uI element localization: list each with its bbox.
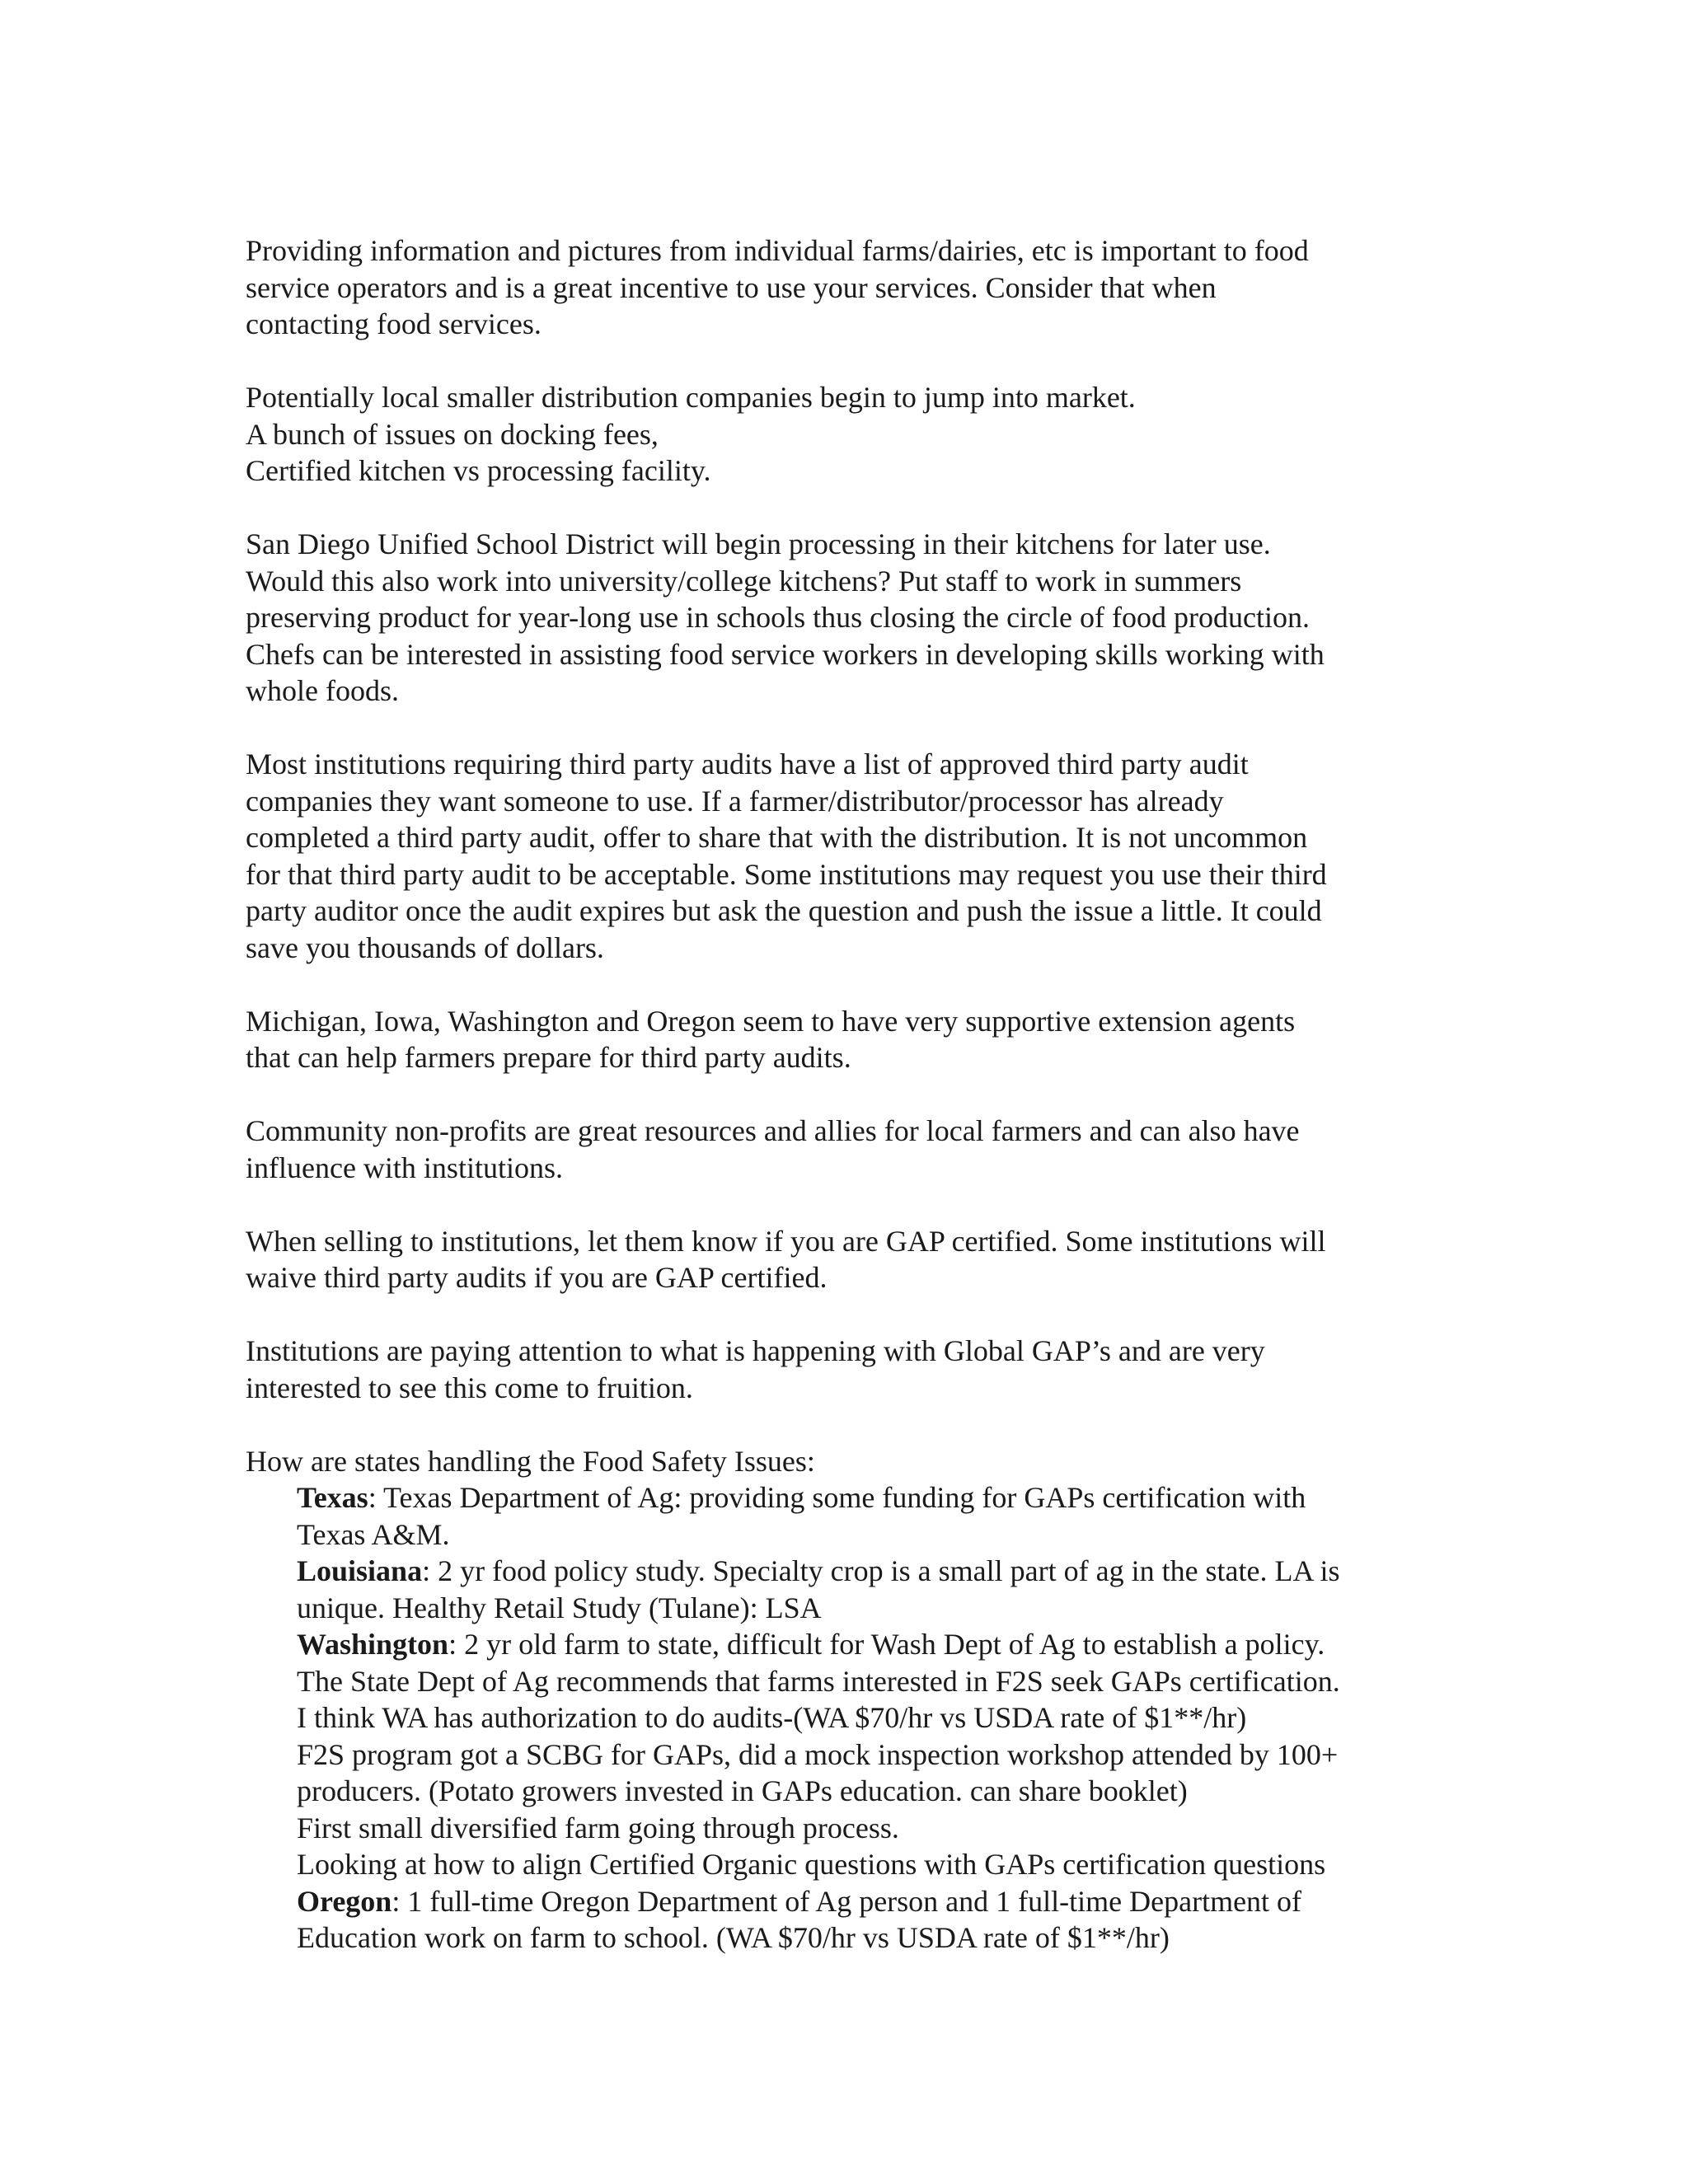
paragraph-food-service-info <box>246 232 1449 343</box>
paragraph-gap-certified <box>246 1223 1449 1296</box>
state-first-line <box>297 1626 1449 1663</box>
text-line: for that third party audit to be acceptable. Some institutions may request you use their third <box>246 857 1327 891</box>
text-line: that can help farmers prepare for third party audits. <box>246 1041 851 1074</box>
text-line: whole foods. <box>246 674 399 707</box>
paragraph-distribution-companies <box>246 379 1449 490</box>
text-line: party auditor once the audit expires but ask the question and push the issue a little. It could <box>246 894 1322 927</box>
paragraph-global-gap <box>246 1333 1449 1406</box>
state-name: Texas <box>297 1481 368 1514</box>
text-line: Certified kitchen vs processing facility. <box>246 454 711 487</box>
text-line: influence with institutions. <box>246 1151 563 1184</box>
document-page <box>246 232 1449 1957</box>
text-line: Education work on farm to school. (WA $70/hr vs USDA rate of $1**/hr) <box>297 1921 1170 1954</box>
text-line: waive third party audits if you are GAP certified. <box>246 1261 828 1294</box>
text-line: Institutions are paying attention to what is happening with Global GAP’s and are very <box>246 1334 1265 1367</box>
text-line: Potentially local smaller distribution companies begin to jump into market. <box>246 381 1136 414</box>
text-line: Looking at how to align Certified Organic questions with GAPs certification questions <box>297 1848 1326 1881</box>
text-line: Most institutions requiring third party audits have a list of approved third party audit <box>246 748 1249 780</box>
text-line: First small diversified farm going through process. <box>297 1811 899 1844</box>
state-first-line <box>297 1883 1449 1920</box>
text-line: preserving product for year-long use in schools thus closing the circle of food production. <box>246 601 1310 634</box>
paragraph-community-non-profits <box>246 1113 1449 1186</box>
text-line: F2S program got a SCBG for GAPs, did a mock inspection workshop attended by 100+ <box>297 1737 1339 1771</box>
state-entry-oregon <box>246 1883 1449 1957</box>
state-description: : 2 yr old farm to state, difficult for Wash Dept of Ag to establish a policy. <box>448 1628 1325 1661</box>
state-entry-louisiana <box>246 1553 1449 1626</box>
paragraph-extension-agents <box>246 1003 1449 1076</box>
text-line: A bunch of issues on docking fees, <box>246 417 659 451</box>
states-section-heading: How are states handling the Food Safety Issues: <box>246 1444 815 1478</box>
text-line: save you thousands of dollars. <box>246 930 604 964</box>
text-line: service operators and is a great incentive to use your services. Consider that when <box>246 270 1217 304</box>
state-name: Oregon <box>297 1884 392 1918</box>
text-line: completed a third party audit, offer to share that with the distribution. It is not uncommon <box>246 821 1308 854</box>
text-line: Providing information and pictures from individual farms/dairies, etc is important to food <box>246 234 1309 267</box>
state-first-line <box>297 1479 1449 1516</box>
state-description: : Texas Department of Ag: providing some funding for GAPs certification with <box>368 1481 1306 1514</box>
text-line: contacting food services. <box>246 307 542 340</box>
text-line: interested to see this come to fruition. <box>246 1371 693 1404</box>
paragraph-san-diego <box>246 526 1449 710</box>
text-line: Texas A&M. <box>297 1517 450 1551</box>
text-line: Would this also work into university/college kitchens? Put staff to work in summers <box>246 564 1242 598</box>
state-entry-texas <box>246 1479 1449 1553</box>
text-line: companies they want someone to use. If a farmer/distributor/processor has already <box>246 784 1224 818</box>
state-entry-washington <box>246 1626 1449 1883</box>
text-line: unique. Healthy Retail Study (Tulane): LSA <box>297 1591 822 1624</box>
text-line: San Diego Unified School District will begin processing in their kitchens for later use. <box>246 527 1271 560</box>
text-line: Community non-profits are great resources and allies for local farmers and can also have <box>246 1114 1300 1147</box>
text-line: producers. (Potato growers invested in GAPs education. can share booklet) <box>297 1774 1188 1807</box>
text-line: The State Dept of Ag recommends that farms interested in F2S seek GAPs certification. <box>297 1664 1340 1698</box>
text-line: Michigan, Iowa, Washington and Oregon seem to have very supportive extension agents <box>246 1004 1296 1038</box>
state-name: Louisiana <box>297 1554 423 1587</box>
text-line: I think WA has authorization to do audits-(WA $70/hr vs USDA rate of $1**/hr) <box>297 1701 1247 1734</box>
text-line: Chefs can be interested in assisting food service workers in developing skills working with <box>246 637 1325 671</box>
state-name: Washington <box>297 1628 449 1661</box>
state-first-line <box>297 1553 1449 1590</box>
state-description: : 2 yr food policy study. Specialty crop is a small part of ag in the state. LA is <box>422 1554 1340 1587</box>
paragraph-third-party-audits <box>246 746 1449 966</box>
state-description: : 1 full-time Oregon Department of Ag person and 1 full-time Department of <box>392 1884 1302 1918</box>
states-section <box>246 1443 1449 1957</box>
text-line: When selling to institutions, let them know if you are GAP certified. Some institutions will <box>246 1224 1326 1258</box>
